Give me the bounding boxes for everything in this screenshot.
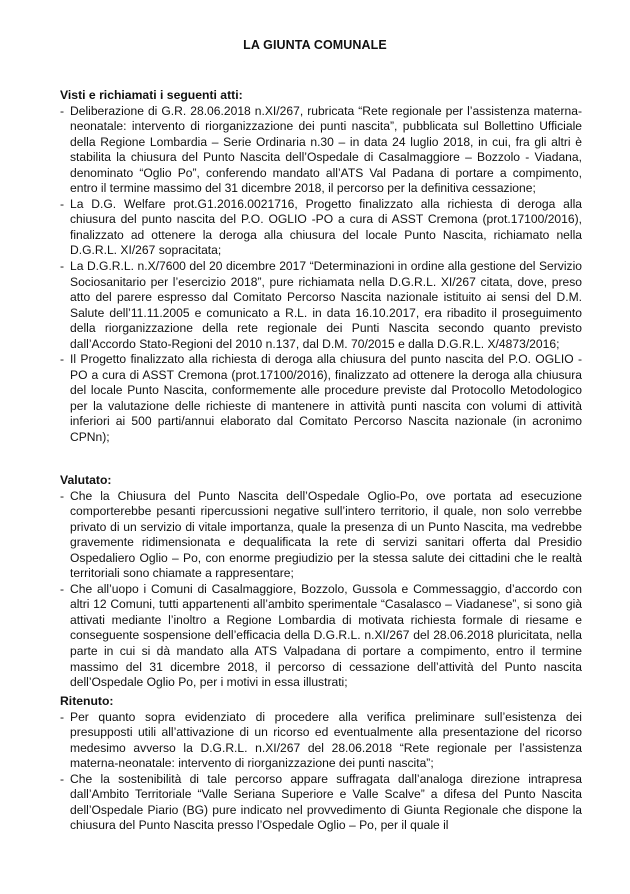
section-valutato	[60, 473, 582, 691]
list-item	[60, 104, 582, 197]
bullet-dash: -	[60, 352, 65, 367]
list-item	[60, 772, 582, 834]
bullet-dash: -	[60, 771, 65, 786]
list-item-text: Che all’uopo i Comuni di Casalmaggiore, Bozzolo, Gussola e Commessaggio, d’accordo con altri 12 Comuni, tutti appartenenti all’ambito sperimentale “Casalasco – Viadanese”, si sono già attivati mediante l’inoltro a Regione Lombardia di motivata richiesta formale di riesame e conseguente sospensione dell’efficacia della D.G.R.L. n.XI/267 del 28.06.2018 pluricitata, nella parte in cui si dà mandato alla ATS Valpadana di portare a compimento, entro il termine massimo del 31 dicembre 2018, il percorso di cessazione dell’attività del Punto nascita dell’Ospedale Oglio Po, per i motivi in essa illustrati;	[70, 581, 582, 690]
bullet-dash: -	[60, 581, 65, 596]
list-item-text: La D.G.R.L. n.X/7600 del 20 dicembre 2017 “Determinazioni in ordine alla gestione del Servizio Sociosanitario per l’esercizio 2018”, pure richiamata nella D.G.R.L. XI/267 citata, dove, preso atto del parere espresso dal Comitato Percorso Nascita nazionale istituito ai sensi del D.M. Salute dell’11.11.2005 e comunicato a R.L. in data 16.10.2017, era ribadito il proseguimento della riorganizzazione della rete regionale dei Punti Nascita secondo quanto previsto dall’Accordo Stato-Regioni del 2010 n.137, dal D.M. 70/2015 e dalla D.G.R.L. X/4873/2016;	[70, 258, 582, 351]
list-item	[60, 197, 582, 259]
section-heading: Visti e richiamati i seguenti atti:	[60, 88, 243, 102]
section-list	[60, 710, 582, 834]
list-item	[60, 489, 582, 582]
section-list	[60, 489, 582, 691]
bullet-dash: -	[60, 709, 65, 724]
list-item-text: Il Progetto finalizzato alla richiesta di deroga alla chiusura del punto nascita del P.O. OGLIO -PO a cura di ASST Cremona (prot.17100/2016), finalizzato ad ottenere la deroga alla chiusura del locale Punto Nascita, conformemente alle procedure previste dal Protocollo Metodologico per la valutazione delle richieste di mantenere in attività punti nascita con volumi di attività inferiori ai 500 parti/annui elaborato dal Comitato Percorso Nascita nazionale (in acronimo CPNn);	[70, 352, 582, 444]
list-item-text: Per quanto sopra evidenziato di procedere alla verifica preliminare sull’esistenza dei presupposti utili all’attivazione di un ricorso ed eventualmente alla presentazione del ricorso medesimo avverso la D.G.R.L. n.XI/267 del 28.06.2018 “Rete regionale per l’assistenza materna-neonatale: intervento di riorganizzazione dei punti nascita”;	[70, 709, 582, 771]
section-visti	[60, 88, 582, 446]
bullet-dash: -	[60, 196, 65, 211]
bullet-dash: -	[60, 258, 65, 273]
list-item-text: Che la Chiusura del Punto Nascita dell’Ospedale Oglio-Po, ove portata ad esecuzione comporterebbe pesanti ripercussioni negative sull’intero territorio, il quale, non solo verrebbe privato di un servizio di vitale importanza, quale la presenza di un Punto Nascita, ma vedrebbe gravemente ridimensionata e dequalificata la rete di servizi sanitari offerta dal Presidio Ospedaliero Oglio – Po, con enorme pregiudizio per la stessa salute dei cittadini che le realtà territoriali sono chiamate a rappresentare;	[70, 488, 582, 581]
list-item	[60, 582, 582, 691]
list-item	[60, 259, 582, 352]
list-item-text: La D.G. Welfare prot.G1.2016.0021716, Progetto finalizzato alla richiesta di deroga alla chiusura del punto nascita del P.O. OGLIO -PO a cura di ASST Cremona (prot.17100/2016), finalizzato ad ottenere la deroga alla chiusura del locale Punto Nascita, richiamato nella D.G.R.L. XI/267 sopracitata;	[70, 196, 582, 258]
section-heading: Ritenuto:	[60, 694, 114, 708]
section-ritenuto	[60, 694, 582, 894]
bullet-dash: -	[60, 103, 65, 118]
section-heading: Valutato:	[60, 473, 112, 487]
list-item-text: Che la sostenibilità di tale percorso appare suffragata dall’analoga direzione intrapresa dall’Ambito Territoriale “Valle Seriana Superiore e Valle Scalve” a difesa del Punto Nascita dell’Ospedale Piario (BG) pure indicato nel provvedimento di Giunta Regionale che dispone la chiusura del Punto Nascita presso l’Ospedale Oglio – Po, per il quale il	[70, 771, 582, 833]
document-title: LA GIUNTA COMUNALE	[243, 38, 387, 52]
section-list	[60, 104, 582, 446]
list-item-text: Deliberazione di G.R. 28.06.2018 n.XI/267, rubricata “Rete regionale per l’assistenza materna-neonatale: intervento di riorganizzazione dei punti nascita”, pubblicata sul Bollettino Ufficiale della Regione Lombardia – Serie Ordinaria n.30 – in data 24 luglio 2018, in cui, fra gli altri è stabilita la chiusura del Punto Nascita dell’Ospedale di Casalmaggiore – Bozzolo - Viadana, denominato “Oglio Po”, conferendo mandato all’ATS Val Padana di portare a compimento, entro il termine massimo del 31 dicembre 2018, il percorso per la definitiva cessazione;	[70, 103, 582, 196]
bullet-dash: -	[60, 488, 65, 503]
list-item	[60, 710, 582, 772]
list-item	[60, 352, 582, 445]
